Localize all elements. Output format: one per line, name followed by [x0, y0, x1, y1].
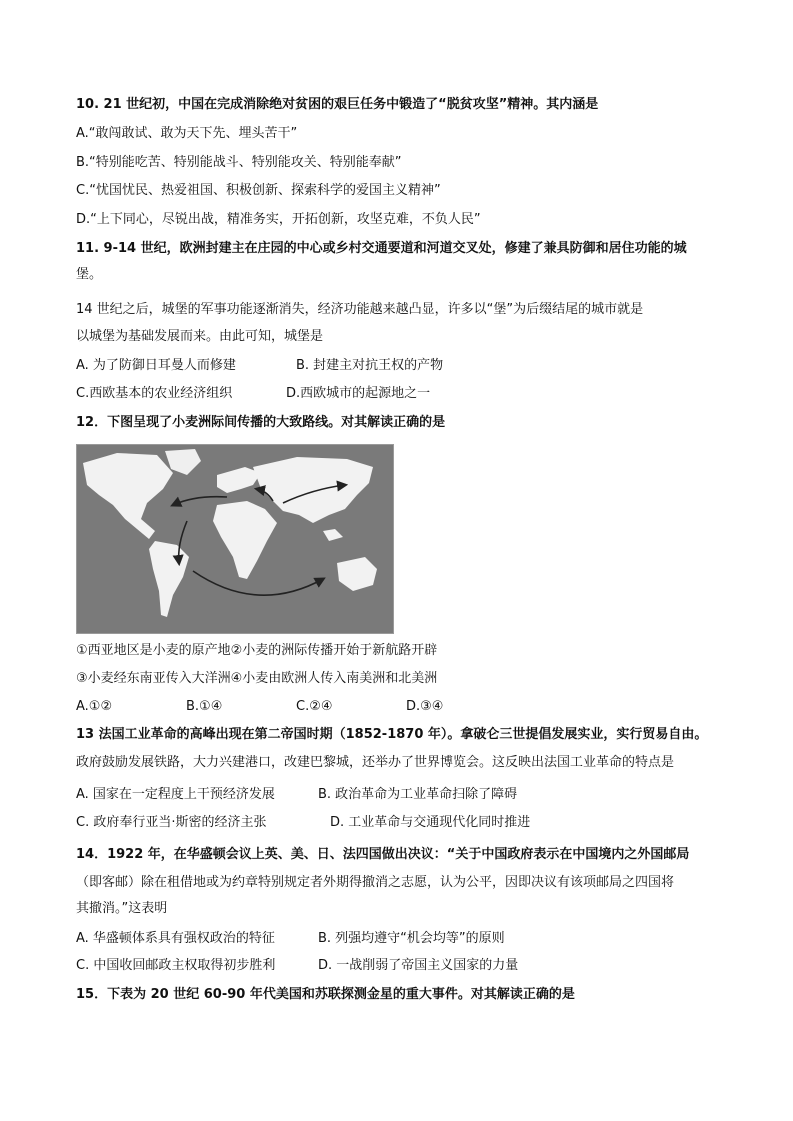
q12-statements-line1: ①西亚地区是小麦的原产地②小麦的洲际传播开始于新航路开辟 — [76, 643, 438, 658]
q15-stem: 15．下表为 20 世纪 60-90 年代美国和苏联探测金星的重大事件。对其解读正确的是 — [76, 987, 575, 1002]
q10-option-d: D.“上下同心，尽锐出战，精准务实，开拓创新，攻坚克难，不负人民” — [76, 212, 481, 227]
q11-stem-line1: 11. 9-14 世纪，欧洲封建主在庄园的中心或乡村交通要道和河道交叉处，修建了兼具防御和居住功能的城 — [76, 241, 687, 256]
q14-stem-line1: 14．1922 年，在华盛顿会议上英、美、日、法四国做出决议：“关于中国政府表示在中国境内之外国邮局 — [76, 847, 690, 862]
q13-option-a: A. 国家在一定程度上干预经济发展 — [76, 787, 275, 802]
q11-option-c: C.西欧基本的农业经济组织 — [76, 386, 233, 401]
q11-stem-line3: 14 世纪之后，城堡的军事功能逐渐消失，经济功能越来越凸显，许多以“堡”为后缀结尾的城市就是 — [76, 302, 644, 317]
q12-option-c: C.②④ — [296, 699, 333, 714]
q13-stem-line2: 政府鼓励发展铁路，大力兴建港口，改建巴黎城，还举办了世界博览会。这反映出法国工业革命的特点是 — [76, 755, 675, 770]
q10-option-c: C.“忧国忧民、热爱祖国、积极创新、探索科学的爱国主义精神” — [76, 183, 441, 198]
q13-option-c: C. 政府奉行亚当·斯密的经济主张 — [76, 815, 267, 830]
q12-option-a: A.①② — [76, 699, 113, 714]
world-map-graphic — [77, 445, 393, 633]
q11-option-b: B. 封建主对抗王权的产物 — [296, 358, 444, 373]
q11-option-a: A. 为了防御日耳曼人而修建 — [76, 358, 236, 373]
q11-stem-line4: 以城堡为基础发展而来。由此可知，城堡是 — [76, 329, 324, 344]
q12-statements-line2: ③小麦经东南亚传入大洋洲④小麦由欧洲人传入南美洲和北美洲 — [76, 671, 438, 686]
q10-option-b: B.“特别能吃苦、特别能战斗、特别能攻关、特别能奉献” — [76, 155, 402, 170]
q11-stem-line2: 堡。 — [76, 267, 103, 282]
q14-option-d: D. 一战削弱了帝国主义国家的力量 — [318, 958, 519, 973]
q14-option-c: C. 中国收回邮政主权取得初步胜利 — [76, 958, 276, 973]
q13-stem-line1: 13 法国工业革命的高峰出现在第二帝国时期（1852-1870 年）。拿破仑三世提倡发展实业，实行贸易自由。 — [76, 727, 708, 742]
q12-option-d: D.③④ — [406, 699, 444, 714]
q12-option-b: B.①④ — [186, 699, 223, 714]
q12-stem: 12．下图呈现了小麦洲际间传播的大致路线。对其解读正确的是 — [76, 415, 446, 430]
q10-stem: 10. 21 世纪初，中国在完成消除绝对贫困的艰巨任务中锻造了“脱贫攻坚”精神。其内涵是 — [76, 97, 599, 112]
q13-option-b: B. 政治革命为工业革命扫除了障碍 — [318, 787, 518, 802]
q13-option-d: D. 工业革命与交通现代化同时推进 — [330, 815, 531, 830]
wheat-spread-map — [76, 444, 394, 634]
q14-stem-line3: 其撤消。”这表明 — [76, 901, 168, 916]
q14-option-a: A. 华盛顿体系具有强权政治的特征 — [76, 931, 275, 946]
q11-option-d: D.西欧城市的起源地之一 — [286, 386, 431, 401]
q14-option-b: B. 列强均遵守“机会均等”的原则 — [318, 931, 505, 946]
q14-stem-line2: （即客邮）除在租借地或为约章特别规定者外期得撤消之志愿，认为公平，因即决议有该项邮局之四国将 — [76, 875, 675, 890]
q10-option-a: A.“敢闯敢试、敢为天下先、埋头苦干” — [76, 126, 298, 141]
